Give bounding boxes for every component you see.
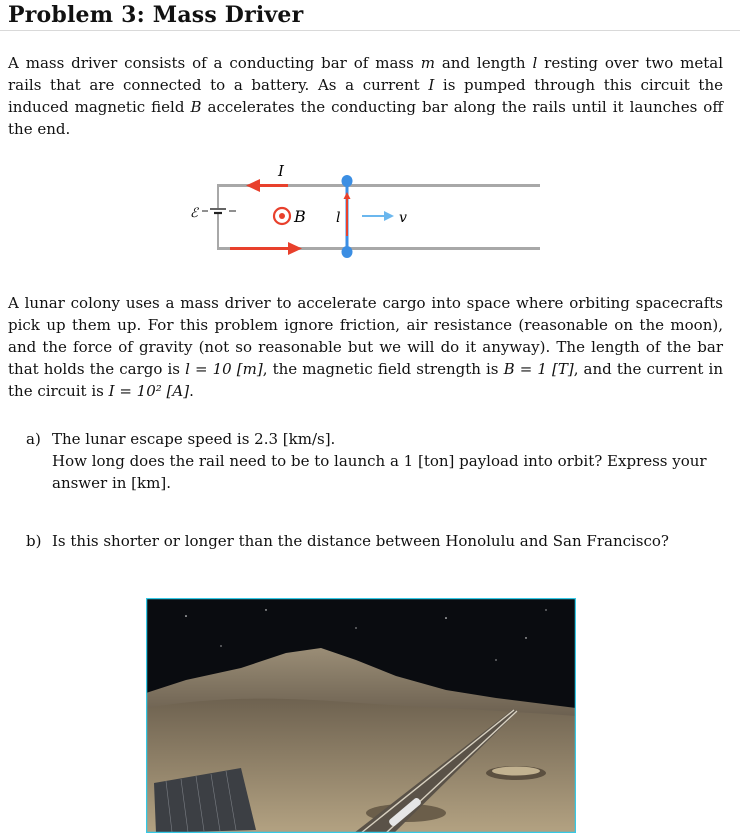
velocity-label: v bbox=[399, 210, 407, 226]
emf-label: ℰ bbox=[190, 206, 198, 221]
mass-driver-circuit-diagram bbox=[170, 150, 560, 270]
question-a-text: The lunar escape speed is 2.3 [km/s]. How long does the rail need to be to launch a 1 [ton] payload into orbit? Express your answer in [km]. bbox=[52, 430, 707, 492]
question-b-label: b) bbox=[26, 532, 42, 550]
lunar-mass-driver-illustration bbox=[146, 598, 576, 833]
battery-icon bbox=[202, 208, 236, 214]
current-arrow-bottom bbox=[230, 242, 302, 255]
current-label: I bbox=[278, 162, 284, 180]
question-b-text: Is this shorter or longer than the distance between Honolulu and San Francisco? bbox=[52, 532, 669, 550]
problem-title: Problem 3: Mass Driver bbox=[8, 2, 304, 28]
title-divider bbox=[0, 30, 740, 31]
current-arrow-top bbox=[246, 179, 288, 192]
left-wire bbox=[217, 184, 219, 250]
context-paragraph: A lunar colony uses a mass driver to accelerate cargo into space where orbiting spacecrafts pick up them up. For this problem ignore friction, air resistance (reasonable on the moon), and the force of gravity (not so reasonable but we will do it anyway). The length of the bar that holds the cargo is l = 10 [m], the magnetic field strength is B = 1 [T], and the current in the circuit is I = 10² [A]. bbox=[8, 294, 724, 400]
intro-paragraph: A mass driver consists of a conducting bar of mass m and length l resting over two metal rails that are connected to a battery. As a current I is pumped through this circuit the induced magnetic field B accelerates the conducting bar along the rails until it launches off the end. bbox=[8, 54, 724, 138]
conducting-bar bbox=[342, 175, 353, 258]
field-label: B bbox=[294, 207, 306, 226]
question-a-label: a) bbox=[26, 430, 41, 448]
magnetic-field-out-of-page-icon bbox=[274, 208, 290, 224]
bar-length-label: l bbox=[336, 210, 341, 226]
velocity-arrow bbox=[362, 211, 394, 221]
